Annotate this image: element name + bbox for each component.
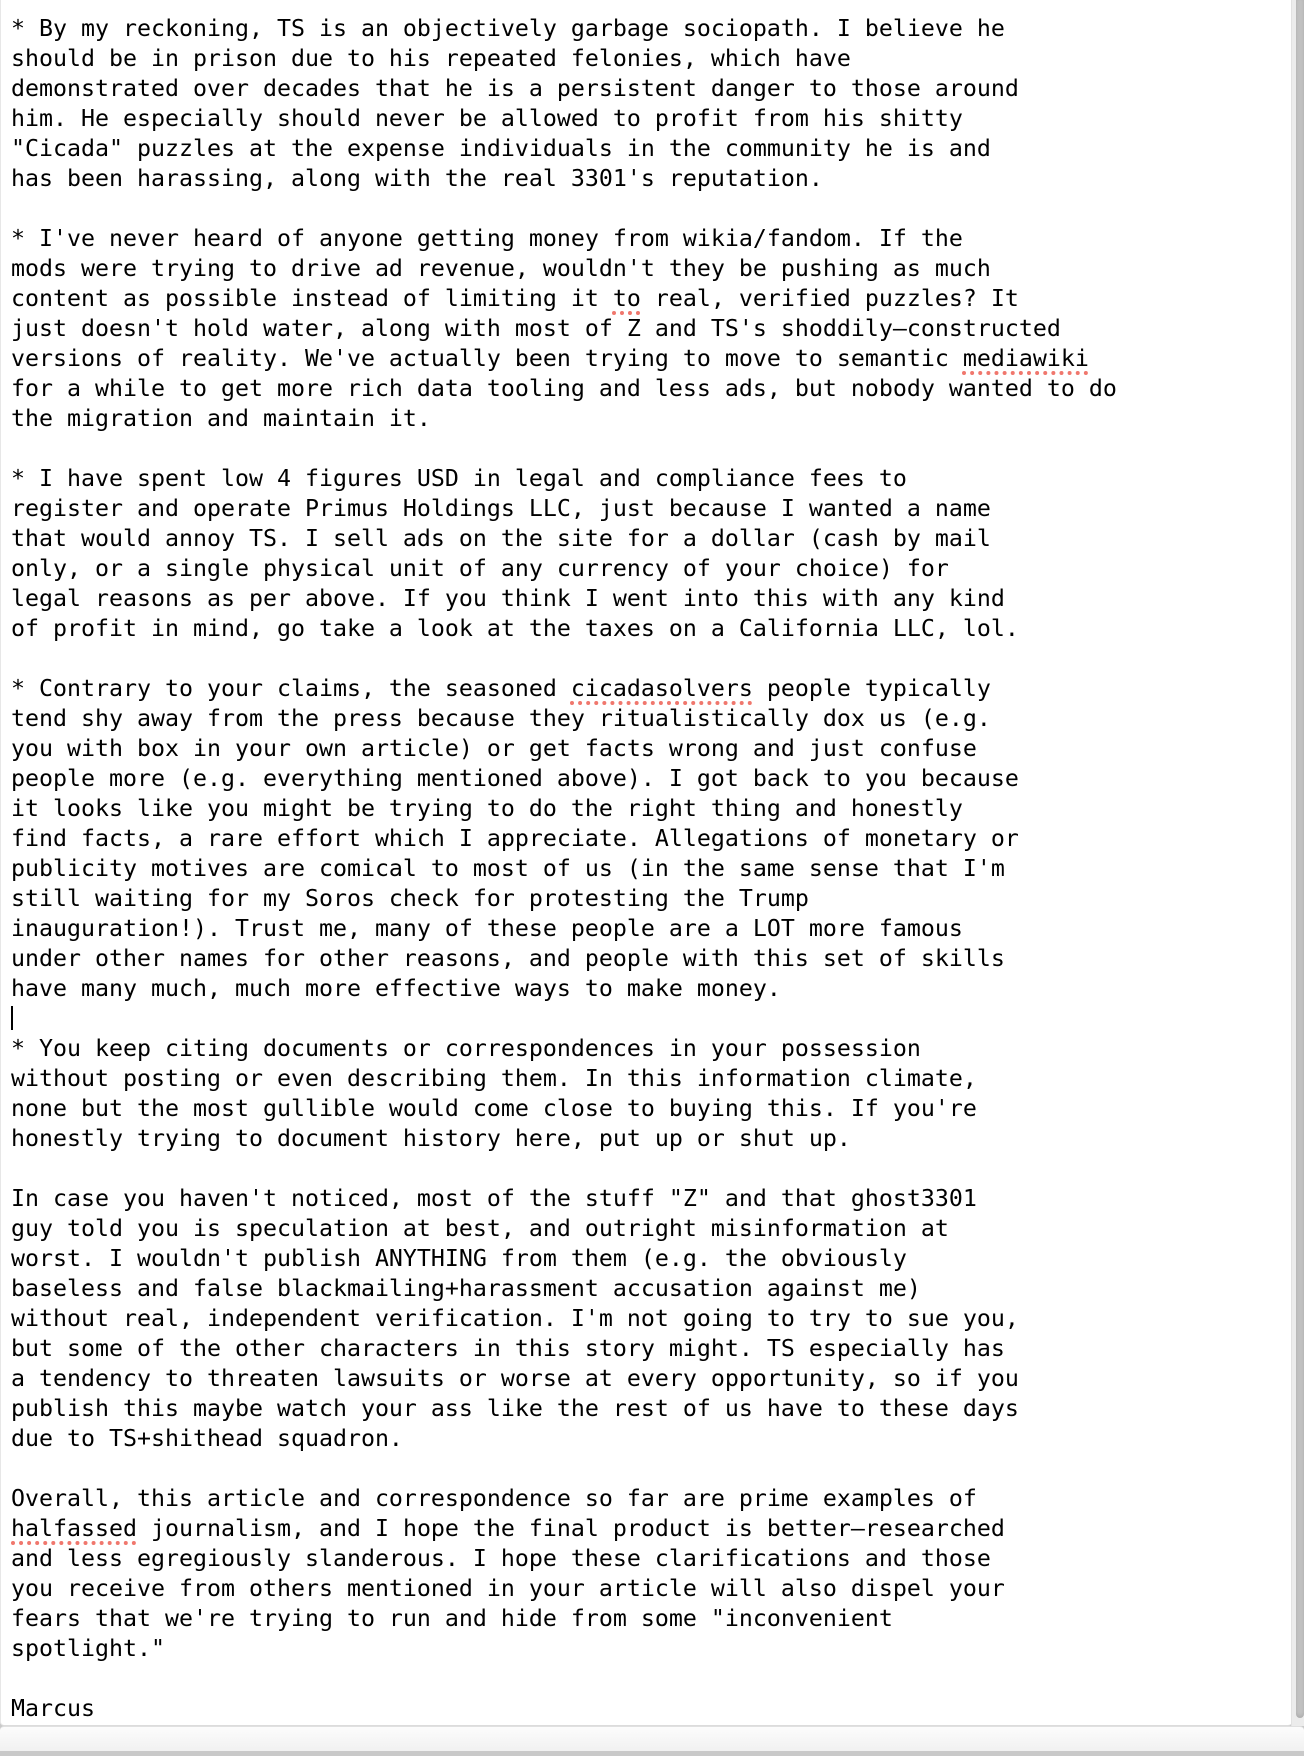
text-line[interactable] xyxy=(11,494,1292,524)
text-segment: you with box in your own article) or get facts wrong and just confuse xyxy=(11,735,977,762)
text-segment: under other names for other reasons, and people with this set of skills xyxy=(11,945,1005,972)
text-segment: you receive from others mentioned in your article will also dispel your xyxy=(11,1575,1005,1602)
text-segment: and less egregiously slanderous. I hope these clarifications and those xyxy=(11,1545,991,1572)
text-segment: a tendency to threaten lawsuits or worse at every opportunity, so if you xyxy=(11,1365,1019,1392)
text-line[interactable] xyxy=(11,374,1292,404)
text-line[interactable] xyxy=(11,194,1292,224)
text-line[interactable] xyxy=(11,1604,1292,1634)
text-line[interactable] xyxy=(11,134,1292,164)
text-line[interactable] xyxy=(11,14,1292,44)
text-line[interactable] xyxy=(11,284,1292,314)
text-line[interactable] xyxy=(11,1034,1292,1064)
text-line[interactable] xyxy=(11,344,1292,374)
text-line[interactable] xyxy=(11,734,1292,764)
text-line[interactable] xyxy=(11,914,1292,944)
text-segment: register and operate Primus Holdings LLC, just because I wanted a name xyxy=(11,495,991,522)
text-segment: none but the most gullible would come close to buying this. If you're xyxy=(11,1095,977,1122)
text-line[interactable] xyxy=(11,584,1292,614)
text-segment: for a while to get more rich data tooling and less ads, but nobody wanted to do xyxy=(11,375,1117,402)
vertical-scrollbar-thumb[interactable] xyxy=(1296,0,1304,1718)
text-segment: find facts, a rare effort which I appreciate. Allegations of monetary or xyxy=(11,825,1019,852)
text-line[interactable] xyxy=(11,44,1292,74)
text-line[interactable] xyxy=(11,1244,1292,1274)
text-line[interactable] xyxy=(11,1154,1292,1184)
text-line[interactable] xyxy=(11,1124,1292,1154)
text-segment: it looks like you might be trying to do the right thing and honestly xyxy=(11,795,963,822)
text-segment: tend shy away from the press because they ritualistically dox us (e.g. xyxy=(11,705,991,732)
window-bottom-edge xyxy=(0,1751,1304,1756)
text-line[interactable] xyxy=(11,1484,1292,1514)
text-caret xyxy=(11,1006,13,1030)
text-segment: of profit in mind, go take a look at the taxes on a California LLC, lol. xyxy=(11,615,1019,642)
text-line[interactable] xyxy=(11,1094,1292,1124)
text-line[interactable] xyxy=(11,1394,1292,1424)
text-line[interactable] xyxy=(11,404,1292,434)
text-line[interactable] xyxy=(11,1664,1292,1694)
text-segment: versions of reality. We've actually been trying to move to semantic xyxy=(11,345,963,372)
text-segment: guy told you is speculation at best, and outright misinformation at xyxy=(11,1215,949,1242)
misspelled-word[interactable]: mediawiki xyxy=(962,345,1089,372)
text-segment: * Contrary to your claims, the seasoned xyxy=(11,675,571,702)
text-line[interactable] xyxy=(11,314,1292,344)
text-line[interactable] xyxy=(11,464,1292,494)
text-line[interactable] xyxy=(11,1274,1292,1304)
text-line[interactable] xyxy=(11,1424,1292,1454)
text-line[interactable] xyxy=(11,224,1292,254)
text-segment: due to TS+shithead squadron. xyxy=(11,1425,403,1452)
text-segment: publicity motives are comical to most of us (in the same sense that I'm xyxy=(11,855,1005,882)
text-segment: the migration and maintain it. xyxy=(11,405,431,432)
text-line[interactable] xyxy=(11,1544,1292,1574)
text-line[interactable] xyxy=(11,1304,1292,1334)
text-segment: demonstrated over decades that he is a persistent danger to those around xyxy=(11,75,1019,102)
text-segment: only, or a single physical unit of any currency of your choice) for xyxy=(11,555,949,582)
text-line[interactable] xyxy=(11,1574,1292,1604)
text-segment: him. He especially should never be allowed to profit from his shitty xyxy=(11,105,963,132)
text-line[interactable] xyxy=(11,884,1292,914)
text-line[interactable] xyxy=(11,854,1292,884)
text-segment: but some of the other characters in this story might. TS especially has xyxy=(11,1335,1005,1362)
text-line[interactable] xyxy=(11,104,1292,134)
misspelled-word[interactable]: halfassed xyxy=(11,1515,137,1542)
text-segment: inauguration!). Trust me, many of these people are a LOT more famous xyxy=(11,915,963,942)
horizontal-scrollbar-track[interactable] xyxy=(0,1726,1304,1751)
text-segment: just doesn't hold water, along with most of Z and TS's shoddily—constructed xyxy=(11,315,1061,342)
text-line[interactable] xyxy=(11,254,1292,284)
text-line[interactable] xyxy=(11,704,1292,734)
text-line[interactable] xyxy=(11,1364,1292,1394)
text-line[interactable] xyxy=(11,524,1292,554)
text-segment: without real, independent verification. I'm not going to try to sue you, xyxy=(11,1305,1019,1332)
text-segment: honestly trying to document history here, put up or shut up. xyxy=(11,1125,851,1152)
text-segment: * I have spent low 4 figures USD in legal and compliance fees to xyxy=(11,465,907,492)
text-segment: still waiting for my Soros check for protesting the Trump xyxy=(11,885,809,912)
text-segment: * I've never heard of anyone getting money from wikia/fandom. If the xyxy=(11,225,963,252)
text-line[interactable] xyxy=(11,974,1292,1004)
text-line[interactable] xyxy=(11,944,1292,974)
text-segment: real, verified puzzles? It xyxy=(640,285,1019,312)
text-line[interactable] xyxy=(11,1184,1292,1214)
vertical-scrollbar-track[interactable] xyxy=(1291,0,1304,1726)
text-segment: * By my reckoning, TS is an objectively garbage sociopath. I believe he xyxy=(11,15,1005,42)
text-segment: people more (e.g. everything mentioned above). I got back to you because xyxy=(11,765,1019,792)
text-segment: worst. I wouldn't publish ANYTHING from them (e.g. the obviously xyxy=(11,1245,907,1272)
text-line[interactable] xyxy=(11,1514,1292,1544)
text-segment: publish this maybe watch your ass like the rest of us have to these days xyxy=(11,1395,1019,1422)
text-line[interactable] xyxy=(11,794,1292,824)
text-segment: "Cicada" puzzles at the expense individuals in the community he is and xyxy=(11,135,991,162)
misspelled-word[interactable]: cicadasolvers xyxy=(570,675,753,702)
text-segment: * You keep citing documents or correspondences in your possession xyxy=(11,1035,921,1062)
text-segment: that would annoy TS. I sell ads on the site for a dollar (cash by mail xyxy=(11,525,991,552)
text-line[interactable] xyxy=(11,764,1292,794)
document-text[interactable] xyxy=(1,0,1292,1724)
text-segment: Marcus xyxy=(11,1695,95,1722)
text-segment: baseless and false blackmailing+harassment accusation against me) xyxy=(11,1275,921,1302)
text-line[interactable] xyxy=(11,614,1292,644)
text-segment: Overall, this article and correspondence so far are prime examples of xyxy=(11,1485,977,1512)
text-line[interactable] xyxy=(11,1004,1292,1034)
misspelled-word[interactable]: to xyxy=(612,285,641,312)
text-line[interactable] xyxy=(11,554,1292,584)
text-segment: content as possible instead of limiting it xyxy=(11,285,613,312)
text-segment: journalism, and I hope the final product is better—researched xyxy=(136,1515,1005,1542)
text-segment: spotlight." xyxy=(11,1635,165,1662)
text-line[interactable] xyxy=(11,164,1292,194)
text-segment: without posting or even describing them. In this information climate, xyxy=(11,1065,977,1092)
text-line[interactable] xyxy=(11,824,1292,854)
text-segment: has been harassing, along with the real 3301's reputation. xyxy=(11,165,823,192)
text-line[interactable] xyxy=(11,644,1292,674)
text-line[interactable] xyxy=(11,434,1292,464)
text-segment: mods were trying to drive ad revenue, wouldn't they be pushing as much xyxy=(11,255,991,282)
text-segment: should be in prison due to his repeated felonies, which have xyxy=(11,45,851,72)
text-segment: In case you haven't noticed, most of the stuff "Z" and that ghost3301 xyxy=(11,1185,977,1212)
text-segment: people typically xyxy=(752,675,991,702)
text-line[interactable] xyxy=(11,1454,1292,1484)
text-segment: fears that we're trying to run and hide from some "inconvenient xyxy=(11,1605,893,1632)
text-line[interactable] xyxy=(11,1214,1292,1244)
text-line[interactable] xyxy=(11,1634,1292,1664)
text-segment: legal reasons as per above. If you think I went into this with any kind xyxy=(11,585,1005,612)
text-line[interactable] xyxy=(11,674,1292,704)
text-line[interactable] xyxy=(11,1694,1292,1724)
text-line[interactable] xyxy=(11,74,1292,104)
text-line[interactable] xyxy=(11,1064,1292,1094)
text-segment: have many much, much more effective ways to make money. xyxy=(11,975,781,1002)
text-line[interactable] xyxy=(11,1334,1292,1364)
